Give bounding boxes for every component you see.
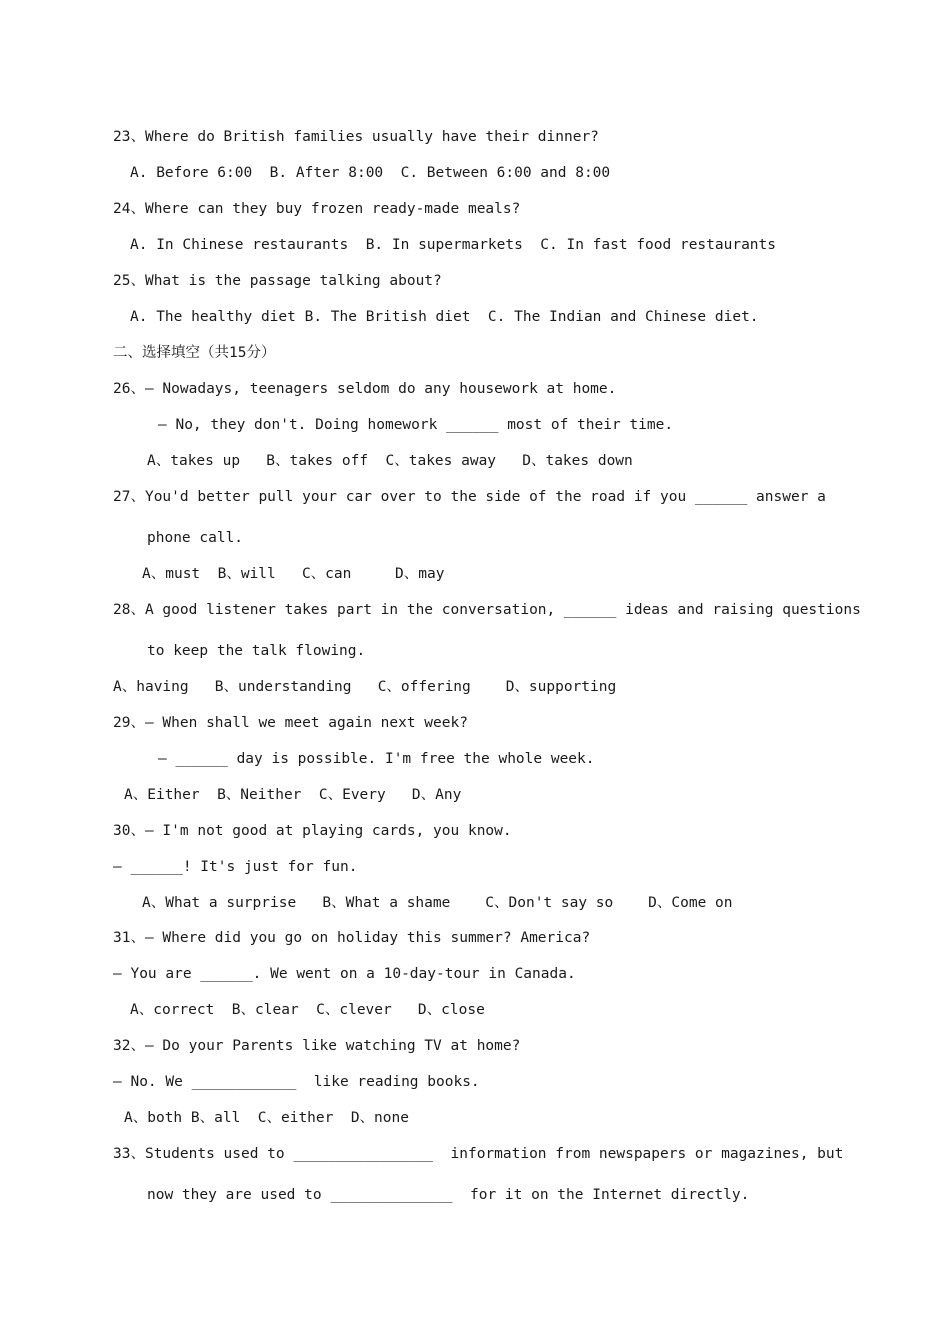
question-24-options: A. In Chinese restaurants B. In supermarkets C. In fast food restaurants [130,237,777,253]
question-28: 28、A good listener takes part in the conversation, ______ ideas and raising questions [113,602,861,618]
question-30-reply: — ______! It's just for fun. [113,859,358,875]
question-27-continued: phone call. [147,530,244,546]
question-27: 27、You'd better pull your car over to the side of the road if you ______ answer a [113,489,826,505]
question-23: 23、Where do British families usually have their dinner? [113,129,599,145]
question-32: 32、— Do your Parents like watching TV at home? [113,1038,521,1054]
question-29-reply: — ______ day is possible. I'm free the whole week. [158,751,595,767]
question-30-options: A、What a surprise B、What a shame C、Don't say so D、Come on [142,895,733,911]
question-29: 29、— When shall we meet again next week? [113,715,468,731]
question-26-options: A、takes up B、takes off C、takes away D、takes down [147,453,633,469]
question-25: 25、What is the passage talking about? [113,273,442,289]
question-31-options: A、correct B、clear C、clever D、close [130,1002,485,1018]
question-27-options: A、must B、will C、can D、may [142,566,445,582]
question-29-options: A、Either B、Neither C、Every D、Any [124,787,462,803]
section-heading: 二、选择填空（共15分） [113,345,276,361]
question-25-options: A. The healthy diet B. The British diet C. The Indian and Chinese diet. [130,309,759,325]
question-33: 33、Students used to ________________ information from newspapers or magazines, but [113,1146,844,1162]
question-32-reply: — No. We ____________ like reading books. [113,1074,480,1090]
question-28-continued: to keep the talk flowing. [147,643,366,659]
question-33-continued: now they are used to ______________ for it on the Internet directly. [147,1187,750,1203]
question-31: 31、— Where did you go on holiday this summer? America? [113,930,591,946]
question-26: 26、— Nowadays, teenagers seldom do any housework at home. [113,381,617,397]
question-28-options: A、having B、understanding C、offering D、supporting [113,679,617,695]
question-31-reply: — You are ______. We went on a 10-day-tour in Canada. [113,966,576,982]
question-26-reply: — No, they don't. Doing homework ______ most of their time. [158,417,674,433]
question-24: 24、Where can they buy frozen ready-made meals? [113,201,521,217]
question-32-options: A、both B、all C、either D、none [124,1110,409,1126]
question-30: 30、— I'm not good at playing cards, you know. [113,823,512,839]
question-23-options: A. Before 6:00 B. After 8:00 C. Between 6:00 and 8:00 [130,165,611,181]
